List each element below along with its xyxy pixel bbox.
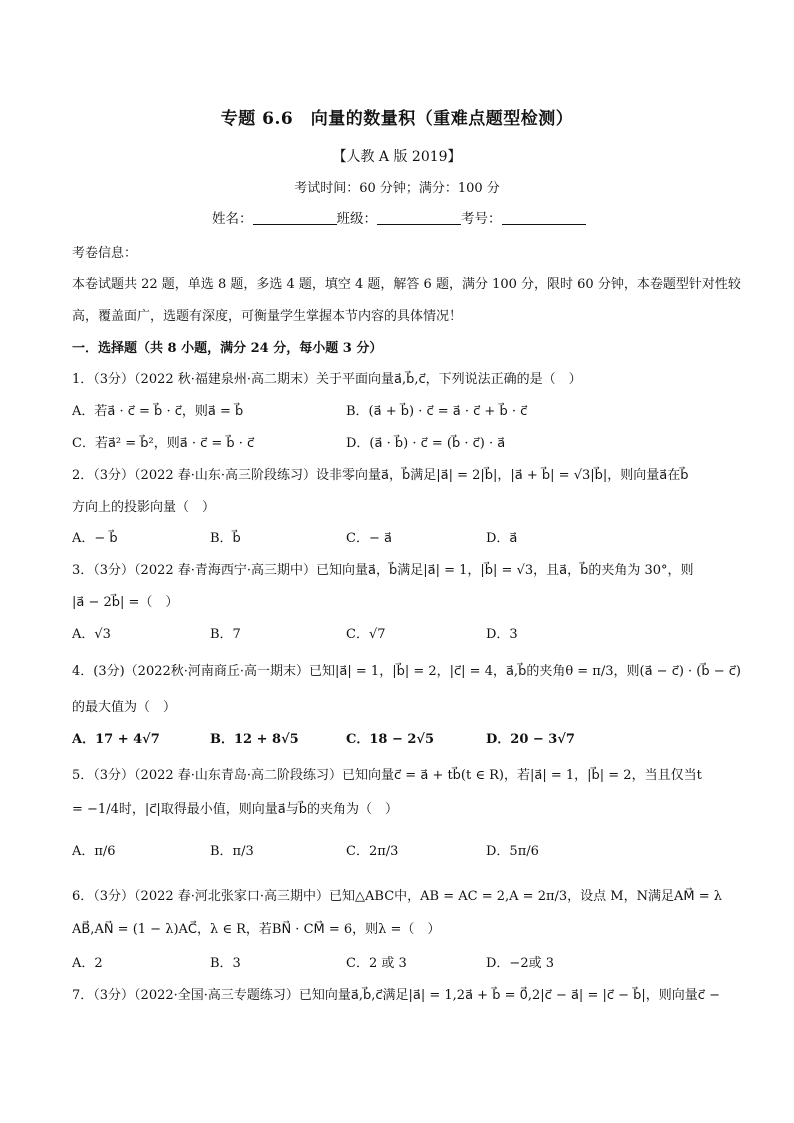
question-4-text: 4．(3分)（2022秋·河南商丘·高一期末）已知|a⃗| = 1，|b⃗| = 2，|c⃗| = 4，a⃗,b⃗的夹角θ = π/3，则(a⃗ − c⃗) · (b⃗ − c⃗) xyxy=(72,664,742,679)
question-1-option-c: C．若a⃗² = b⃗²，则a⃗ · c⃗ = b⃗ · c⃗ xyxy=(72,436,255,451)
question-4-option-d: D．20 − 3√7 xyxy=(486,732,575,747)
edition-subtitle: 【人教 A 版 2019】 xyxy=(332,149,462,165)
question-1-option-b: B．(a⃗ + b⃗) · c⃗ = a⃗ · c⃗ + b⃗ · c⃗ xyxy=(346,404,528,419)
question-3-option-b: B．7 xyxy=(210,627,241,642)
section-heading: 一．选择题（共 8 小题，满分 24 分，每小题 3 分） xyxy=(72,341,383,356)
question-5-option-d: D．5π/6 xyxy=(486,844,539,859)
question-6-option-b: B．3 xyxy=(210,956,241,971)
student-info-line xyxy=(212,207,586,227)
question-4-option-a: A．17 + 4√7 xyxy=(72,732,160,747)
question-1-text: 1．（3分）（2022 秋·福建泉州·高二期末）关于平面向量a⃗,b⃗,c⃗，下列说法正确的是（ ） xyxy=(72,372,582,387)
question-2-option-c: C．− a⃗ xyxy=(346,531,392,546)
question-4-text-cont: 的最大值为（ ） xyxy=(72,700,177,715)
question-6-text-cont: AB⃗,AN⃗ = (1 − λ)AC⃗，λ ∈ R，若BN⃗ · CM⃗ = 6，则λ =（ ） xyxy=(72,922,441,937)
question-3-option-c: C．√7 xyxy=(346,627,386,642)
question-3-option-d: D．3 xyxy=(486,627,518,642)
question-7-text: 7．（3分）（2022·全国·高三专题练习）已知向量a⃗,b⃗,c⃗满足|a⃗| = 1,2a⃗ + b⃗ = 0⃗,2|c⃗ − a⃗| = |c⃗ − b⃗|，则向量c⃗ − xyxy=(72,988,720,1003)
info-line-1: 本卷试题共 22 题，单选 8 题，多选 4 题，填空 4 题，解答 6 题，满分 100 分，限时 60 分钟，本卷题型针对性较 xyxy=(72,277,741,292)
question-2-option-d: D．a⃗ xyxy=(486,531,518,546)
question-3-option-a: A．√3 xyxy=(72,627,111,642)
question-5-option-c: C．2π/3 xyxy=(346,844,399,859)
name-blank[interactable] xyxy=(253,210,337,225)
question-2-text-cont: 方向上的投影向量（ ） xyxy=(72,500,216,515)
info-heading: 考卷信息： xyxy=(72,246,138,261)
question-4-option-c: C．18 − 2√5 xyxy=(346,732,435,747)
question-6-option-d: D．−2或 3 xyxy=(486,956,554,971)
question-6-option-a: A．2 xyxy=(72,956,103,971)
page-title: 专题 6.6 向量的数量积（重难点题型检测） xyxy=(220,109,574,129)
info-line-2: 高，覆盖面广，选题有深度，可衡量学生掌握本节内容的具体情况！ xyxy=(72,309,463,324)
question-5-option-b: B．π/3 xyxy=(210,844,254,859)
question-2-text: 2．（3分）（2022 春·山东·高三阶段练习）设非零向量a⃗，b⃗满足|a⃗| = 2|b⃗|，|a⃗ + b⃗| = √3|b⃗|，则向量a⃗在b⃗ xyxy=(72,468,689,483)
question-5-text-cont: = −1/4时，|c⃗|取得最小值，则向量a⃗与b⃗的夹角为（ ） xyxy=(72,802,398,817)
exam-time: 考试时间：60 分钟；满分：100 分 xyxy=(294,181,500,196)
question-3-text-cont: |a⃗ − 2b⃗| =（ ） xyxy=(72,595,179,610)
class-label: 班级： xyxy=(336,211,377,227)
number-label: 考号： xyxy=(461,211,502,227)
name-label: 姓名： xyxy=(212,211,253,227)
question-6-text: 6．（3分）（2022 春·河北张家口·高三期中）已知△ABC中，AB = AC = 2,A = 2π/3，设点 M，N满足AM⃗ = λ xyxy=(72,889,722,904)
question-6-option-c: C．2 或 3 xyxy=(346,956,407,971)
question-2-option-b: B．b⃗ xyxy=(210,531,241,546)
question-1-option-d: D．(a⃗ · b⃗) · c⃗ = (b⃗ · c⃗) · a⃗ xyxy=(346,436,506,451)
question-4-option-b: B．12 + 8√5 xyxy=(210,732,299,747)
question-5-text: 5．（3分）（2022 春·山东青岛·高二阶段练习）已知向量c⃗ = a⃗ + tb⃗(t ∈ R)，若|a⃗| = 1，|b⃗| = 2，当且仅当t xyxy=(72,768,702,783)
question-2-option-a: A．− b⃗ xyxy=(72,531,118,546)
question-3-text: 3．（3分）（2022 春·青海西宁·高三期中）已知向量a⃗，b⃗满足|a⃗| = 1，|b⃗| = √3，且a⃗，b⃗的夹角为 30°，则 xyxy=(72,563,694,578)
question-5-option-a: A．π/6 xyxy=(72,844,116,859)
class-blank[interactable] xyxy=(377,210,461,225)
question-1-option-a: A．若a⃗ · c⃗ = b⃗ · c⃗，则a⃗ = b⃗ xyxy=(72,404,244,419)
number-blank[interactable] xyxy=(502,210,586,225)
